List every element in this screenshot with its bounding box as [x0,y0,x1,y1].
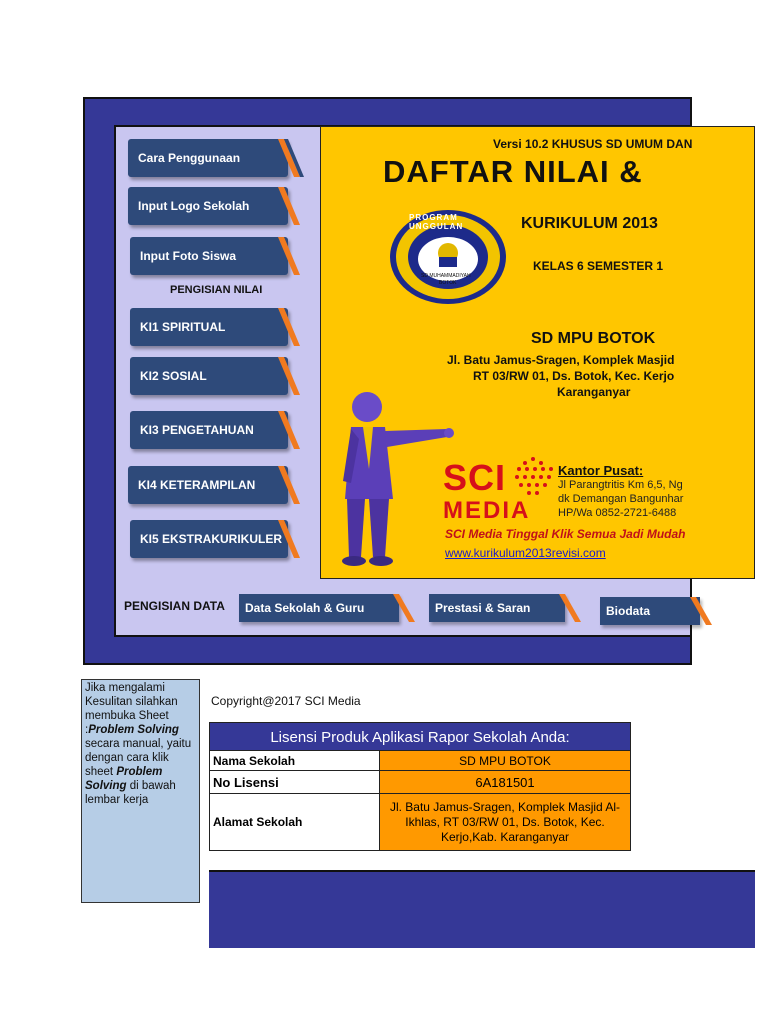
button-label: Prestasi & Saran [435,601,531,615]
stripe-decoration-icon [393,594,415,622]
address-line-2: RT 03/RW 01, Ds. Botok, Kec. Kerjo [473,369,675,383]
ki2-sosial-button[interactable] [130,357,288,395]
license-key: Alamat Sekolah [210,794,380,850]
address-line-1: Jl. Batu Jamus-Sragen, Komplek Masjid [447,353,675,367]
license-value: SD MPU BOTOK [380,751,630,770]
stripe-decoration-icon [559,594,581,622]
button-label: Input Foto Siswa [140,249,236,263]
logo-inner-text-1: SD MUHAMMADIYAH [421,273,471,279]
stripe-decoration-icon [278,187,300,225]
license-table [209,722,631,851]
logo-inner-text-2: BOTOK [439,280,457,286]
button-label: KI2 SOSIAL [140,369,207,383]
stripe-decoration-icon [278,308,300,346]
note-lead: Jika mengalami Kesulitan silahkan membuka Sheet : [85,682,178,736]
input-foto-siswa-button[interactable] [130,237,288,275]
license-row [209,794,631,851]
button-label: KI1 SPIRITUAL [140,320,226,334]
cara-penggunaan-button[interactable] [128,139,288,177]
license-title: Lisensi Produk Aplikasi Rapor Sekolah Anda: [209,722,631,751]
input-logo-sekolah-button[interactable] [128,187,288,225]
pengisian-data-label: PENGISIAN DATA [124,599,225,613]
sci-tagline: SCI Media Tinggal Klik Semua Jadi Mudah [445,527,686,541]
ki5-ekstrakurikuler-button[interactable] [130,520,288,558]
school-logo [387,207,509,307]
license-key: No Lisensi [210,771,380,793]
license-key: Nama Sekolah [210,751,380,770]
footer-band [209,870,755,948]
prestasi-saran-button[interactable] [429,594,565,622]
button-label: Cara Penggunaan [138,151,241,165]
button-label: Input Logo Sekolah [138,199,250,213]
pengisian-nilai-label: PENGISIAN NILAI [170,284,263,296]
license-value: Jl. Batu Jamus-Sragen, Komplek Masjid Al-Ikhlas, RT 03/RW 01, Ds. Botok, Kec. Kerjo,Kab. Karanganyar [380,794,630,850]
note-emphasis-1: Problem Solving [88,724,179,736]
office-label: Kantor Pusat: [558,463,644,478]
logo-ring-text: PROGRAM UNGGULAN [409,213,464,231]
stripe-decoration-icon [278,357,300,395]
class-semester-text: KELAS 6 SEMESTER 1 [533,259,664,273]
ki1-spiritual-button[interactable] [130,308,288,346]
ki3-pengetahuan-button[interactable] [130,411,288,449]
button-label: KI3 PENGETAHUAN [140,423,254,437]
note-mid: secara manual, yaitu dengan cara klik sheet [85,738,192,778]
copyright-text: Copyright@2017 SCI Media [211,694,361,708]
school-name: SD MPU BOTOK [531,330,656,347]
header-panel [320,126,755,579]
biodata-button[interactable] [600,597,700,625]
stripe-decoration-icon [278,411,300,449]
office-line-2: dk Demangan Bangunhar [558,493,684,505]
website-link[interactable]: www.kurikulum2013revisi.com [445,546,606,560]
stripe-decoration-icon [278,139,300,177]
note-tail: di bawah lembar kerja [85,780,176,806]
button-label: KI4 KETERAMPILAN [138,478,256,492]
ki4-keterampilan-button[interactable] [128,466,288,504]
stripe-decoration-icon [690,597,712,625]
button-label: Biodata [606,604,651,618]
stripe-decoration-icon [278,237,300,275]
license-value: 6A181501 [380,771,630,793]
version-text: Versi 10.2 KHUSUS SD UMUM DAN [493,137,693,151]
license-row [209,771,631,794]
stripe-decoration-icon [278,466,300,504]
curriculum-text: KURIKULUM 2013 [521,215,658,232]
app-title: DAFTAR NILAI & [383,154,643,189]
note-emphasis-2: Problem Solving [85,766,163,792]
button-label: Data Sekolah & Guru [245,601,365,615]
office-line-3: HP/Wa 0852-2721-6488 [558,507,677,519]
license-row [209,751,631,771]
data-sekolah-guru-button[interactable] [239,594,399,622]
stripe-decoration-icon [278,520,300,558]
address-line-3: Karanganyar [557,385,631,399]
office-line-1: Jl Parangtritis Km 6,5, Ng [558,479,683,491]
button-label: KI5 EKSTRAKURIKULER [140,532,283,546]
mascot-figure [329,389,459,569]
sci-brand-bottom: MEDIA [443,497,531,524]
sci-brand-top: SCI [443,457,507,498]
help-note [81,679,200,903]
